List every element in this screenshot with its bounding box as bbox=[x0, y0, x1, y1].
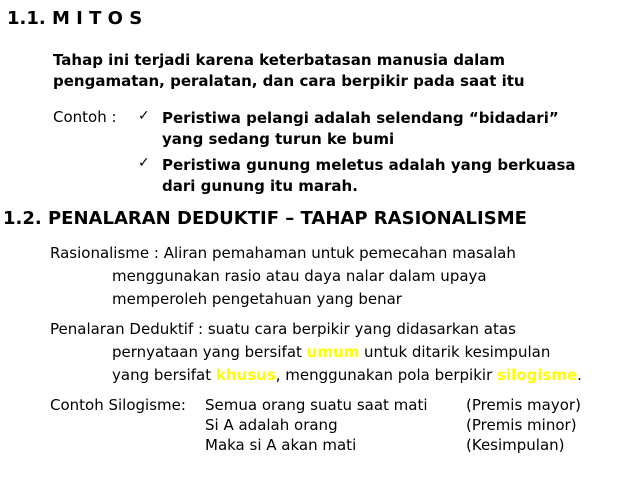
bullet-2-line-1: Peristiwa gunung meletus adalah yang berkuasa bbox=[162, 156, 576, 174]
example-label: Contoh : bbox=[53, 108, 117, 126]
deduktif-line-3 bbox=[112, 364, 582, 387]
deduktif-line-3-text-c: . bbox=[577, 366, 582, 384]
highlight-khusus: khusus bbox=[215, 366, 276, 384]
section-2-heading: 1.2. PENALARAN DEDUKTIF – TAHAP RASIONALISME bbox=[3, 208, 527, 229]
highlight-umum: umum bbox=[306, 343, 360, 361]
deduktif-line-2-text-a: pernyataan yang bersifat bbox=[112, 343, 307, 361]
deduktif-line-3-text-b: , menggunakan pola berpikir bbox=[275, 366, 498, 384]
bullet-1-line-1: Peristiwa pelangi adalah selendang “bidadari” bbox=[162, 109, 559, 127]
check-mark-icon: ✓ bbox=[138, 155, 150, 171]
mitos-intro-line-1: Tahap ini terjadi karena keterbatasan manusia dalam bbox=[53, 51, 506, 69]
check-mark-icon: ✓ bbox=[138, 108, 150, 124]
rasionalisme-line-2: menggunakan rasio atau daya nalar dalam upaya bbox=[112, 267, 487, 285]
bullet-2-line-2: dari gunung itu marah. bbox=[162, 177, 358, 195]
silogisme-role-3: (Kesimpulan) bbox=[466, 436, 565, 454]
deduktif-line-3-text-a: yang bersifat bbox=[112, 366, 216, 384]
rasionalisme-line-3: memperoleh pengetahuan yang benar bbox=[112, 290, 402, 308]
deduktif-line-2 bbox=[112, 341, 550, 364]
silogisme-statement-1: Semua orang suatu saat mati bbox=[205, 396, 428, 414]
highlight-silogisme: silogisme bbox=[497, 366, 578, 384]
silogisme-label: Contoh Silogisme: bbox=[50, 396, 186, 414]
silogisme-role-1: (Premis mayor) bbox=[466, 396, 581, 414]
silogisme-statement-2: Si A adalah orang bbox=[205, 416, 338, 434]
silogisme-statement-3: Maka si A akan mati bbox=[205, 436, 357, 454]
section-1-heading: 1.1. M I T O S bbox=[7, 8, 143, 29]
silogisme-role-2: (Premis minor) bbox=[466, 416, 577, 434]
deduktif-line-1: Penalaran Deduktif : suatu cara berpikir yang didasarkan atas bbox=[50, 320, 516, 338]
mitos-intro-line-2: pengamatan, peralatan, dan cara berpikir pada saat itu bbox=[53, 72, 525, 90]
rasionalisme-line-1: Rasionalisme : Aliran pemahaman untuk pemecahan masalah bbox=[50, 244, 516, 262]
bullet-1-line-2: yang sedang turun ke bumi bbox=[162, 130, 395, 148]
deduktif-line-2-text-b: untuk ditarik kesimpulan bbox=[359, 343, 551, 361]
